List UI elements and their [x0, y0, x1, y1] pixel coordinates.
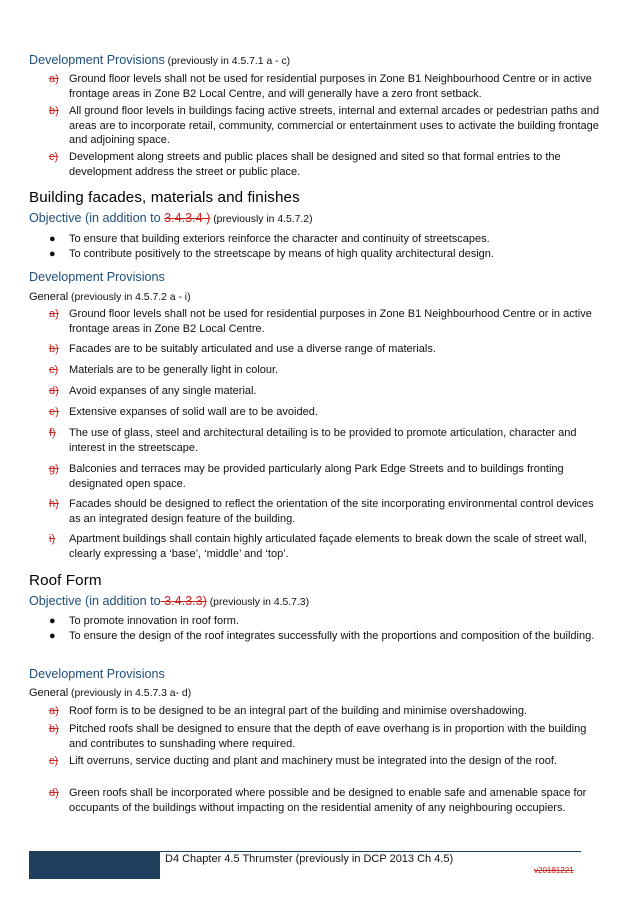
- development-provisions-heading: Development Provisions: [29, 667, 165, 681]
- provision-item: [49, 497, 601, 526]
- bullet-icon: ●: [49, 248, 56, 260]
- provision-item: [49, 342, 601, 357]
- provision-item: [49, 104, 601, 148]
- provision-item: [49, 384, 601, 399]
- provision-item: [49, 307, 601, 336]
- objective-heading: [29, 211, 599, 227]
- provision-item: [49, 754, 601, 769]
- objective-bullet: [49, 629, 601, 644]
- item-text: All ground floor levels in buildings facing active streets, internal and external arcades or pedestrian paths and areas are to incorporate retail, community, commercial or entertainment uses to activate the building frontage and adjoining space.: [69, 105, 600, 147]
- section-title-facades: Building facades, materials and finishes: [29, 189, 300, 206]
- general-label: General: [29, 687, 69, 699]
- objective-label: Objective (in addition to: [29, 211, 165, 225]
- general-subheading: [29, 290, 599, 305]
- provision-item: [49, 786, 601, 815]
- deleted-reference: 3.4.3.3): [160, 594, 207, 608]
- provision-item: [49, 426, 601, 455]
- objective-label: Objective (in addition to: [29, 594, 161, 608]
- heading-text: Development Provisions: [29, 53, 165, 67]
- item-marker: b): [49, 343, 59, 355]
- item-marker: c): [49, 364, 59, 376]
- provision-item: [49, 405, 601, 420]
- item-text: Lift overruns, service ducting and plant and machinery must be integrated into the design of the roof.: [69, 755, 557, 767]
- item-marker: a): [49, 308, 59, 320]
- objective-note: (previously in 4.5.7.2): [210, 214, 313, 225]
- general-note: (previously in 4.5.7.3 a- d): [68, 688, 192, 699]
- footer-color-bar: [29, 851, 160, 879]
- provision-item: [49, 462, 601, 491]
- bullet-text: To ensure that building exteriors reinforce the character and continuity of streetscapes.: [69, 233, 490, 245]
- footer-version: v20181221: [534, 866, 574, 875]
- bullet-icon: ●: [49, 615, 56, 627]
- footer-chapter-text: D4 Chapter 4.5 Thrumster (previously in DCP 2013 Ch 4.5): [165, 853, 454, 865]
- item-text: Avoid expanses of any single material.: [69, 385, 257, 397]
- item-text: Pitched roofs shall be designed to ensure that the depth of eave overhang is in proportion with the building and contributes to sunshading where required.: [69, 723, 587, 750]
- section-title-roof-form: Roof Form: [29, 572, 102, 589]
- general-subheading: [29, 686, 599, 701]
- bullet-icon: ●: [49, 630, 56, 642]
- item-marker: h): [49, 498, 59, 510]
- provision-item: [49, 532, 601, 561]
- provision-item: [49, 363, 601, 378]
- item-marker: d): [49, 385, 59, 397]
- development-provisions-heading: [29, 53, 599, 69]
- item-text: Materials are to be generally light in colour.: [69, 364, 279, 376]
- item-text: Balconies and terraces may be provided particularly along Park Edge Streets and to buildings fronting designated open space.: [69, 463, 564, 490]
- item-text: The use of glass, steel and architectural detailing is to be provided to promote articulation, character and interest in the streetscape.: [69, 427, 577, 454]
- provision-item: [49, 72, 601, 101]
- objective-note: (previously in 4.5.7.3): [206, 597, 310, 608]
- item-marker: c): [49, 151, 59, 163]
- item-text: Ground floor levels shall not be used for residential purposes in Zone B1 Neighbourhood Centre or in active frontage areas in Zone B2 Local Centre.: [69, 308, 592, 335]
- bullet-icon: ●: [49, 233, 56, 245]
- item-text: Facades should be designed to reflect the orientation of the site incorporating environmental control devices as an integrated design feature of the building.: [69, 498, 594, 525]
- item-text: Development along streets and public places shall be designed and sited so that formal entries to the development address the street or public place.: [69, 151, 561, 178]
- item-marker: f): [49, 427, 56, 439]
- objective-bullet: [49, 232, 601, 247]
- item-marker: e): [49, 406, 59, 418]
- item-marker: b): [49, 723, 59, 735]
- item-marker: a): [49, 73, 59, 85]
- item-text: Extensive expanses of solid wall are to be avoided.: [69, 406, 318, 418]
- item-text: Ground floor levels shall not be used for residential purposes in Zone B1 Neighbourhood Centre or in active frontage areas in Zone B2 Local Centre, and will generally have a zero front setback.: [69, 73, 592, 100]
- general-label: General: [29, 291, 69, 303]
- item-marker: d): [49, 787, 59, 799]
- item-marker: c): [49, 755, 59, 767]
- item-marker: a): [49, 705, 59, 717]
- bullet-text: To promote innovation in roof form.: [69, 615, 239, 627]
- footer-rule: [160, 851, 581, 852]
- provision-item: [49, 722, 601, 751]
- objective-heading: [29, 594, 599, 610]
- item-text: Facades are to be suitably articulated and use a diverse range of materials.: [69, 343, 436, 355]
- objective-bullet: [49, 247, 601, 262]
- item-text: Green roofs shall be incorporated where possible and be designed to enable safe and amenable space for occupants of the buildings without impacting on the residential amenity of any neighbouring occupiers.: [69, 787, 587, 814]
- bullet-text: To ensure the design of the roof integrates successfully with the proportions and composition of the building.: [69, 630, 595, 642]
- heading-note: (previously in 4.5.7.1 a - c): [164, 56, 291, 67]
- item-marker: b): [49, 105, 59, 117]
- provision-item: [49, 150, 601, 179]
- objective-bullet: [49, 614, 601, 629]
- item-marker: g): [49, 463, 59, 475]
- development-provisions-heading: Development Provisions: [29, 270, 165, 284]
- item-text: Apartment buildings shall contain highly articulated façade elements to break down the scale of street wall, clearly expressing a ‘base’, ‘middle’ and ‘top’.: [69, 533, 587, 560]
- bullet-text: To contribute positively to the streetscape by means of high quality architectural design.: [69, 248, 494, 260]
- item-marker: i): [49, 533, 56, 545]
- deleted-reference: 3.4.3.4 ): [164, 211, 211, 225]
- general-note: (previously in 4.5.7.2 a - i): [68, 292, 191, 303]
- provision-item: [49, 704, 601, 719]
- item-text: Roof form is to be designed to be an integral part of the building and minimise overshadowing.: [69, 705, 527, 717]
